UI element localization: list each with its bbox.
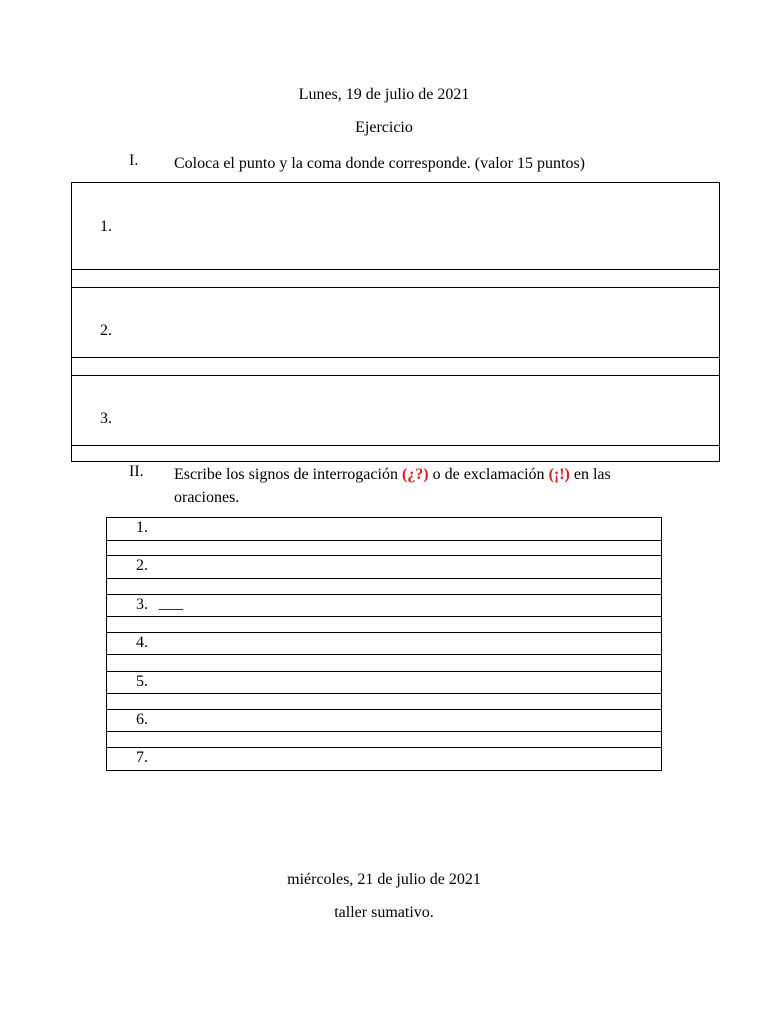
table-row-spacer <box>107 579 661 595</box>
page-title: Ejercicio <box>355 119 413 136</box>
item-number: 7. <box>136 749 148 766</box>
section-two-numeral: II. <box>129 463 144 480</box>
page-date: Lunes, 19 de julio de 2021 <box>298 86 470 103</box>
table-row <box>107 672 661 694</box>
answer-blank: ___ <box>159 595 183 612</box>
table-row-spacer <box>107 617 661 633</box>
item-number: 5. <box>136 673 148 690</box>
instruction-text: o de exclamación <box>428 466 549 483</box>
item-number: 6. <box>136 711 148 728</box>
item-number: 2. <box>136 557 148 574</box>
section-one-instruction: Coloca el punto y la coma donde corresponde. (valor 15 puntos) <box>174 155 585 172</box>
instruction-text: en las <box>569 466 611 483</box>
table-row <box>72 183 719 270</box>
item-number: 1. <box>100 218 112 235</box>
table-row-spacer <box>72 358 719 376</box>
table-row-spacer <box>107 655 661 672</box>
item-number: 4. <box>136 634 148 651</box>
exercise-one-table <box>71 182 720 462</box>
table-row <box>72 376 719 446</box>
question-marks: (¿?) <box>401 466 429 483</box>
item-number: 3. <box>100 410 112 427</box>
table-row <box>72 288 719 358</box>
table-row-spacer <box>72 270 719 288</box>
table-row <box>107 595 661 617</box>
table-row <box>107 710 661 732</box>
item-number: 2. <box>100 322 112 339</box>
table-row <box>107 633 661 655</box>
table-row-spacer <box>107 732 661 748</box>
second-title: taller sumativo. <box>334 904 434 921</box>
table-row-spacer <box>107 541 661 556</box>
section-two-instruction <box>174 463 611 486</box>
item-number: 1. <box>136 519 148 536</box>
table-row <box>107 518 661 541</box>
item-number: 3. <box>136 596 148 613</box>
section-two-instruction-line2: oraciones. <box>174 489 240 506</box>
instruction-text: Escribe los signos de interrogación <box>174 466 402 483</box>
section-one-numeral: I. <box>129 152 139 169</box>
table-row-spacer <box>107 694 661 710</box>
second-date: miércoles, 21 de julio de 2021 <box>287 871 481 888</box>
exclamation-marks: (¡!) <box>548 466 570 483</box>
table-row <box>107 556 661 579</box>
exercise-two-table <box>106 517 662 771</box>
table-row <box>107 748 661 770</box>
table-row-spacer <box>72 446 719 462</box>
